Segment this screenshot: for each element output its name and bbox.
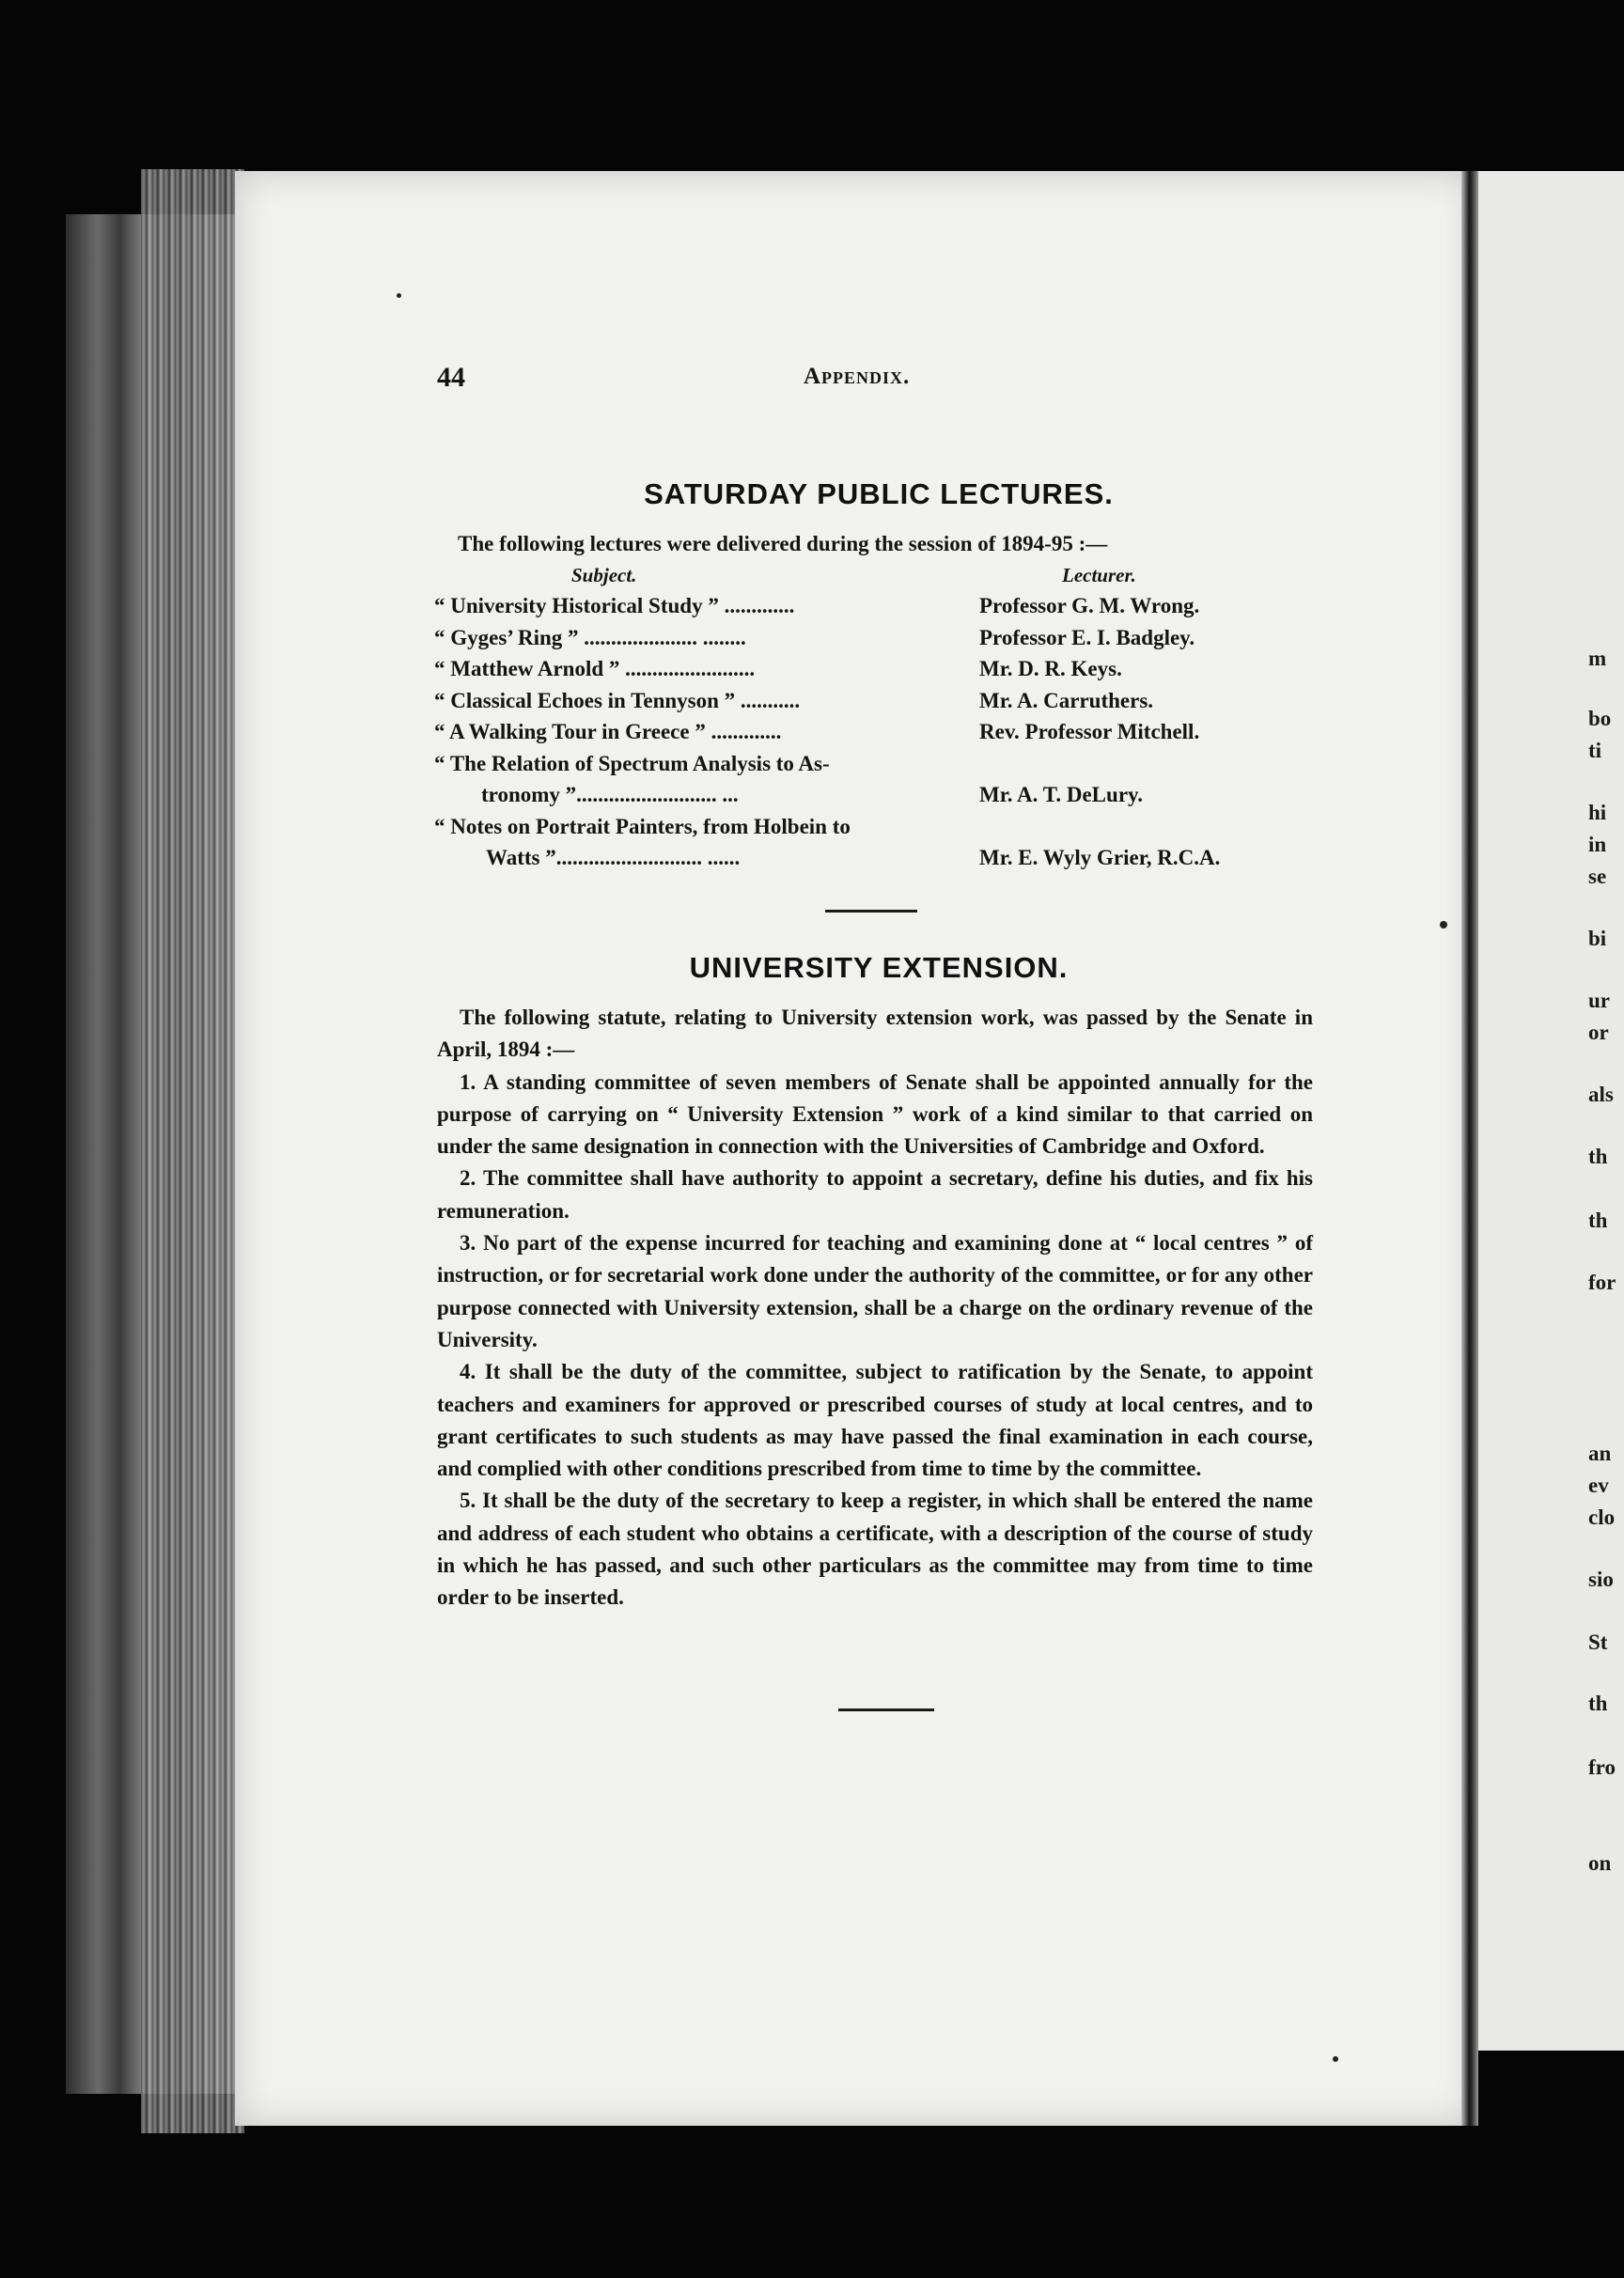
facing-page-fragment: ev: [1588, 1474, 1609, 1497]
lecture-lecturer: Mr. D. R. Keys.: [979, 657, 1122, 680]
facing-page-fragment: clo: [1588, 1506, 1616, 1529]
page-number: 44: [437, 362, 465, 393]
section-divider: [825, 910, 917, 913]
facing-page-fragment: bi: [1588, 927, 1607, 950]
facing-page-fragment: als: [1588, 1083, 1614, 1106]
facing-page-fragment: th: [1588, 1692, 1608, 1715]
facing-page-fragment: m: [1588, 647, 1607, 670]
facing-page-fragment: ti: [1588, 739, 1602, 762]
subject-column-header: Subject.: [571, 564, 637, 586]
statute-clause: 3. No part of the expense incurred for teaching and examining done at “ local centres ” of instruction, or for secretarial work done under the authority of the committee, or for any other purpose connected with University extension, shall be a charge on the ordinary revenue of the University.: [437, 1231, 1313, 1351]
lecture-lecturer: Professor G. M. Wrong.: [979, 594, 1200, 617]
facing-page-fragment: fro: [1588, 1755, 1616, 1779]
page-edges: [141, 169, 244, 2133]
lecture-row: [434, 783, 1313, 815]
lecture-row: [434, 752, 1313, 784]
lecture-subject: tronomy ”.......................... ...: [481, 783, 739, 806]
lecture-row: [434, 626, 1313, 658]
lecture-lecturer: Professor E. I. Badgley.: [979, 625, 1195, 649]
facing-page-fragment: or: [1588, 1021, 1609, 1044]
facing-page-fragment: th: [1588, 1145, 1608, 1168]
statute-text: [437, 1002, 1313, 1615]
lecture-row: [434, 846, 1313, 878]
facing-page-fragment: ur: [1588, 989, 1610, 1012]
lecture-subject: “ The Relation of Spectrum Analysis to As-: [434, 751, 830, 775]
scan-speck: [397, 293, 401, 298]
end-rule: [838, 1708, 934, 1711]
statute-clause: 4. It shall be the duty of the committee, subject to ratification by the Senate, to appoint teachers and examiners for approved or prescribed courses of study at local centres, and to grant certificates to such students as may have passed the final examination in each course, and complied with other conditions prescribed from time to time by the committee.: [437, 1360, 1313, 1481]
lectures-heading: SATURDAY PUBLIC LECTURES.: [644, 477, 1114, 510]
facing-page-fragment: an: [1588, 1442, 1612, 1465]
scan-speck: [1333, 2056, 1338, 2062]
statute-clause: 1. A standing committee of seven members of Senate shall be appointed annually for the purpose of carrying on “ University Extension ” work of a kind similar to that carried on under the same designation in connection with the Universities of Cambridge and Oxford.: [437, 1069, 1313, 1159]
page-header: [437, 362, 1320, 399]
lecturer-column-header: Lecturer.: [1062, 564, 1136, 586]
lectures-intro: The following lectures were delivered during the session of 1894-95 :—: [458, 532, 1108, 555]
facing-page-fragment: for: [1588, 1271, 1616, 1294]
page-gutter: [1461, 171, 1478, 2126]
statute-clause: 5. It shall be the duty of the secretary to keep a register, in which shall be entered the name and address of each student who obtains a certificate, with a description of the course of study in which he has passed, and such other particulars as the committee may from time to time order to be inserted.: [437, 1489, 1313, 1610]
statute-clause: 2. The committee shall have authority to appoint a secretary, define his duties, and fix his remuneration.: [437, 1166, 1313, 1223]
facing-page-fragment: on: [1588, 1851, 1612, 1875]
lecture-subject: “ Matthew Arnold ” ........................: [434, 657, 756, 680]
lecture-lecturer: Rev. Professor Mitchell.: [979, 720, 1200, 743]
lecture-subject: Watts ”........................... ......: [486, 846, 741, 869]
facing-page-fragment: hi: [1588, 801, 1607, 824]
facing-page-fragment: bo: [1588, 707, 1612, 730]
lecture-subject: “ A Walking Tour in Greece ” .............: [434, 720, 782, 743]
facing-page-fragment: sio: [1588, 1568, 1614, 1591]
lecture-subject: “ Notes on Portrait Painters, from Holbein to: [434, 814, 851, 838]
lecture-subject: “ Gyges’ Ring ” ..................... ........: [434, 625, 746, 649]
lecture-subject: “ Classical Echoes in Tennyson ” ...........: [434, 688, 801, 712]
facing-page-fragment: se: [1588, 865, 1607, 888]
lecture-subject: “ University Historical Study ” .............: [434, 594, 795, 617]
facing-page-fragment: St: [1588, 1630, 1608, 1654]
lecture-lecturer: Mr. A. T. DeLury.: [979, 783, 1144, 806]
scan-speck: [1440, 921, 1447, 928]
lecture-lecturer: Mr. E. Wyly Grier, R.C.A.: [979, 846, 1221, 869]
lecture-row: [434, 689, 1313, 721]
running-head: Appendix.: [804, 364, 911, 389]
facing-page-fragment: in: [1588, 833, 1607, 856]
lecture-row: [434, 594, 1313, 626]
lecture-lecturer: Mr. A. Carruthers.: [979, 688, 1154, 712]
facing-page-fragment: th: [1588, 1209, 1608, 1232]
lecture-row: [434, 720, 1313, 752]
extension-heading: UNIVERSITY EXTENSION.: [689, 951, 1069, 984]
lecture-row: [434, 815, 1313, 847]
lecture-list: [434, 594, 1313, 878]
statute-intro: The following statute, relating to University extension work, was passed by the Senate in April, 1894 :—: [437, 1006, 1313, 1062]
lecture-row: [434, 657, 1313, 689]
